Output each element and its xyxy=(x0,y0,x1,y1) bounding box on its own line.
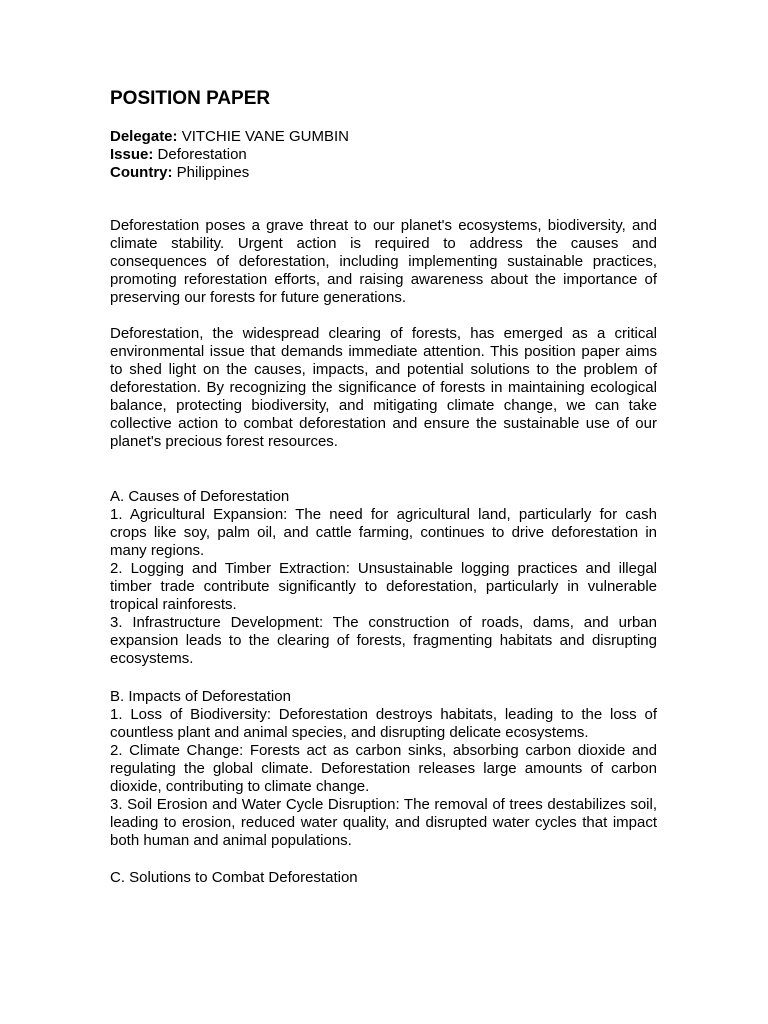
issue-label: Issue: xyxy=(110,146,154,163)
section-causes xyxy=(110,488,657,668)
list-item: 3. Soil Erosion and Water Cycle Disruption: The removal of trees destabilizes soil, leading to erosion, reduced water quality, and disrupted water cycles that impact both human and animal populations. xyxy=(110,796,657,849)
section-heading: C. Solutions to Combat Deforestation xyxy=(110,869,358,886)
section-solutions xyxy=(110,869,657,887)
list-item: 2. Climate Change: Forests act as carbon sinks, absorbing carbon dioxide and regulating the global climate. Deforestation releases large amounts of carbon dioxide, contributing to climate change. xyxy=(110,742,657,795)
intro-section xyxy=(110,217,657,451)
country-label: Country: xyxy=(110,164,173,181)
section-heading: A. Causes of Deforestation xyxy=(110,488,290,505)
delegate-row xyxy=(110,128,349,146)
country-row xyxy=(110,164,349,182)
list-item: 3. Infrastructure Development: The construction of roads, dams, and urban expansion leads to the clearing of forests, fragmenting habitats and disrupting ecosystems. xyxy=(110,614,657,667)
intro-paragraph: Deforestation, the widespread clearing of forests, has emerged as a critical environmental issue that demands immediate attention. This position paper aims to shed light on the causes, impacts, and potential solutions to the problem of deforestation. By recognizing the significance of forests in maintaining ecological balance, protecting biodiversity, and mitigating climate change, we can take collective action to combat deforestation and ensure the sustainable use of our planet's precious forest resources. xyxy=(110,325,657,450)
intro-paragraph: Deforestation poses a grave threat to our planet's ecosystems, biodiversity, and climate stability. Urgent action is required to address the causes and consequences of deforestation, including implementing sustainable practices, promoting reforestation efforts, and raising awareness about the importance of preserving our forests for future generations. xyxy=(110,217,657,306)
document-meta xyxy=(110,128,349,182)
section-heading: B. Impacts of Deforestation xyxy=(110,688,291,705)
delegate-label: Delegate: xyxy=(110,128,178,145)
list-item: 2. Logging and Timber Extraction: Unsustainable logging practices and illegal timber trade contribute significantly to deforestation, particularly in vulnerable tropical rainforests. xyxy=(110,560,657,613)
document-title: POSITION PAPER xyxy=(110,88,271,109)
country-value: Philippines xyxy=(176,164,250,181)
issue-row xyxy=(110,146,349,164)
list-item: 1. Agricultural Expansion: The need for agricultural land, particularly for cash crops like soy, palm oil, and cattle farming, continues to drive deforestation in many regions. xyxy=(110,506,657,559)
section-impacts xyxy=(110,688,657,850)
issue-value: Deforestation xyxy=(157,146,247,163)
list-item: 1. Loss of Biodiversity: Deforestation destroys habitats, leading to the loss of countless plant and animal species, and disrupting delicate ecosystems. xyxy=(110,706,657,741)
delegate-value: VITCHIE VANE GUMBIN xyxy=(181,128,349,145)
